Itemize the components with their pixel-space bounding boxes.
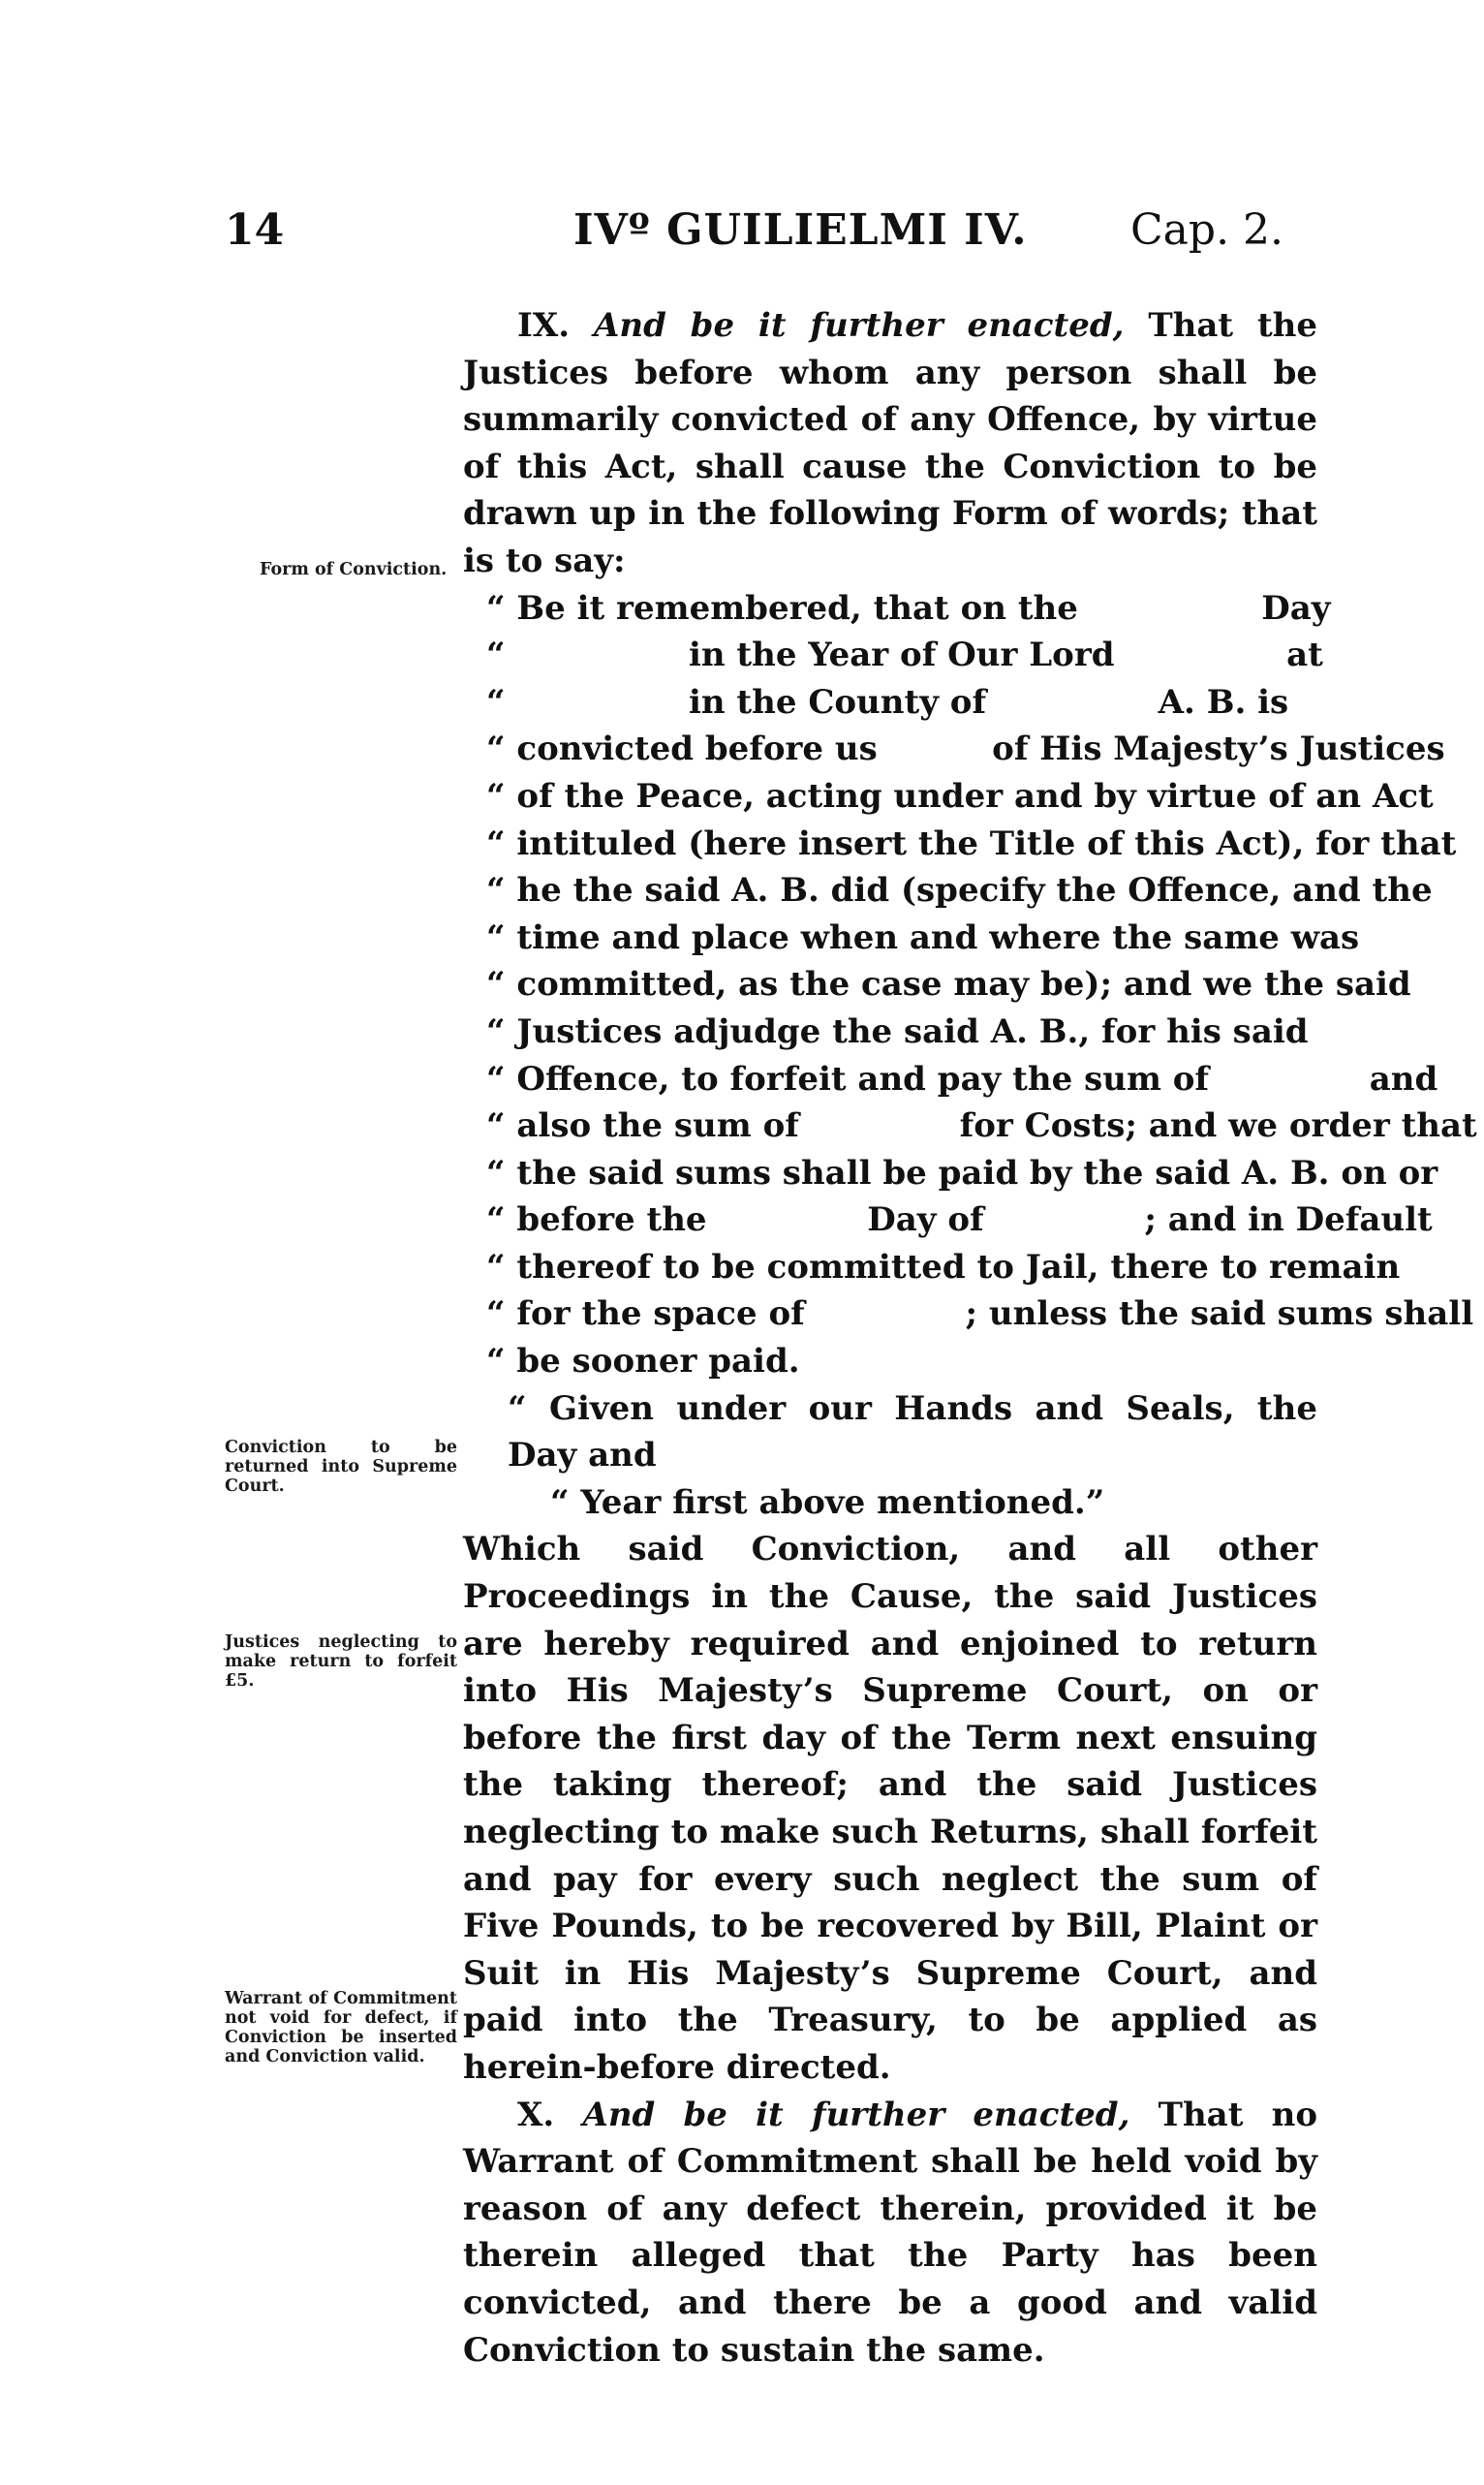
form-line: “ Offence, to forfeit and pay the sum of and — [486, 1059, 1438, 1099]
form-line: “ before the Day of ; and in Default — [486, 1200, 1433, 1240]
body-text — [463, 302, 1477, 2374]
margin-note-form-of-conviction: Form of Conviction. — [260, 560, 448, 579]
form-line: “ also the sum of for Costs; and we order that — [486, 1106, 1477, 1146]
conviction-form — [463, 585, 1477, 1385]
form-line: “ he the said A. B. did (specify the Offence, and the — [486, 871, 1433, 911]
margin-note-conviction-returned: Conviction to be returned into Supreme Court. — [225, 1438, 457, 1496]
section-ix-enacting-clause: And be it further enacted, — [593, 306, 1125, 345]
form-line: “ in the Year of Our Lord at — [486, 636, 1323, 675]
form-line: “ of the Peace, acting under and by virtue of an Act — [486, 776, 1434, 816]
page-number: 14 — [225, 205, 285, 255]
chapter-number: Cap. 2. — [1130, 205, 1284, 255]
form-line: “ committed, as the case may be); and we the said — [486, 965, 1411, 1005]
form-line: “ the said sums shall be paid by the said A. B. on or — [486, 1153, 1438, 1193]
given-line-2: “ Year first above mentioned.” — [550, 1482, 1105, 1522]
form-line: “ time and place when and where the same was — [486, 917, 1360, 957]
section-ix-number: IX. — [517, 306, 571, 345]
section-ix-intro — [463, 302, 1317, 585]
section-x-text: That no Warrant of Commitment shall be held void by reason of any defect therein, provided it be therein alleged that the Party has been convicted, and there be a good and valid Conviction to sustain the same. — [463, 2095, 1317, 2370]
form-line: “ for the space of ; unless the said sums shall — [486, 1294, 1474, 1334]
form-line: “ in the County of A. B. is — [486, 682, 1289, 722]
section-x-number: X. — [517, 2095, 555, 2134]
running-title: IVº GUILIELMI IV. — [573, 205, 1028, 255]
form-line: “ convicted before us of His Majesty’s Justices — [486, 730, 1445, 769]
section-ix-return-paragraph: Which said Conviction, and all other Proceedings in the Cause, the said Justices are hereby required and enjoined to return into His Majesty’s Supreme Court, on or before the first day of the Term next ensuing the taking thereof; and the said Justices neglecting to make such Returns, shall forfeit and pay for every such neglect the sum of Five Pounds, to be recovered by Bill, Plaint or Suit in His Majesty’s Supreme Court, and paid into the Treasury, to be applied as herein-before directed. — [463, 1530, 1317, 2087]
margin-note-warrant-not-void: Warrant of Commitment not void for defect, if Conviction be inserted and Conviction valid. — [225, 1989, 457, 2066]
running-head — [225, 205, 1290, 264]
form-line: “ Justices adjudge the said A. B., for his said — [486, 1011, 1309, 1051]
section-x-enacting-clause: And be it further enacted, — [582, 2095, 1130, 2134]
margin-note-justices-neglecting: Justices neglecting to make return to forfeit £5. — [225, 1632, 457, 1691]
section-ix-intro-text: That the Justices before whom any person shall be summarily convicted of any Offence, by virtue of this Act, shall cause the Conviction to be drawn up in the following Form of words; that is to say: — [463, 306, 1317, 580]
form-line: “ be sooner paid. — [486, 1342, 800, 1382]
section-x-paragraph — [463, 2092, 1317, 2375]
form-line: “ Be it remembered, that on the Day — [486, 588, 1331, 628]
given-line-1: “ Given under our Hands and Seals, the Day and — [508, 1388, 1317, 1475]
form-line: “ intituled (here insert the Title of this Act), for that — [486, 823, 1457, 863]
form-line: “ thereof to be committed to Jail, there to remain — [486, 1247, 1401, 1287]
